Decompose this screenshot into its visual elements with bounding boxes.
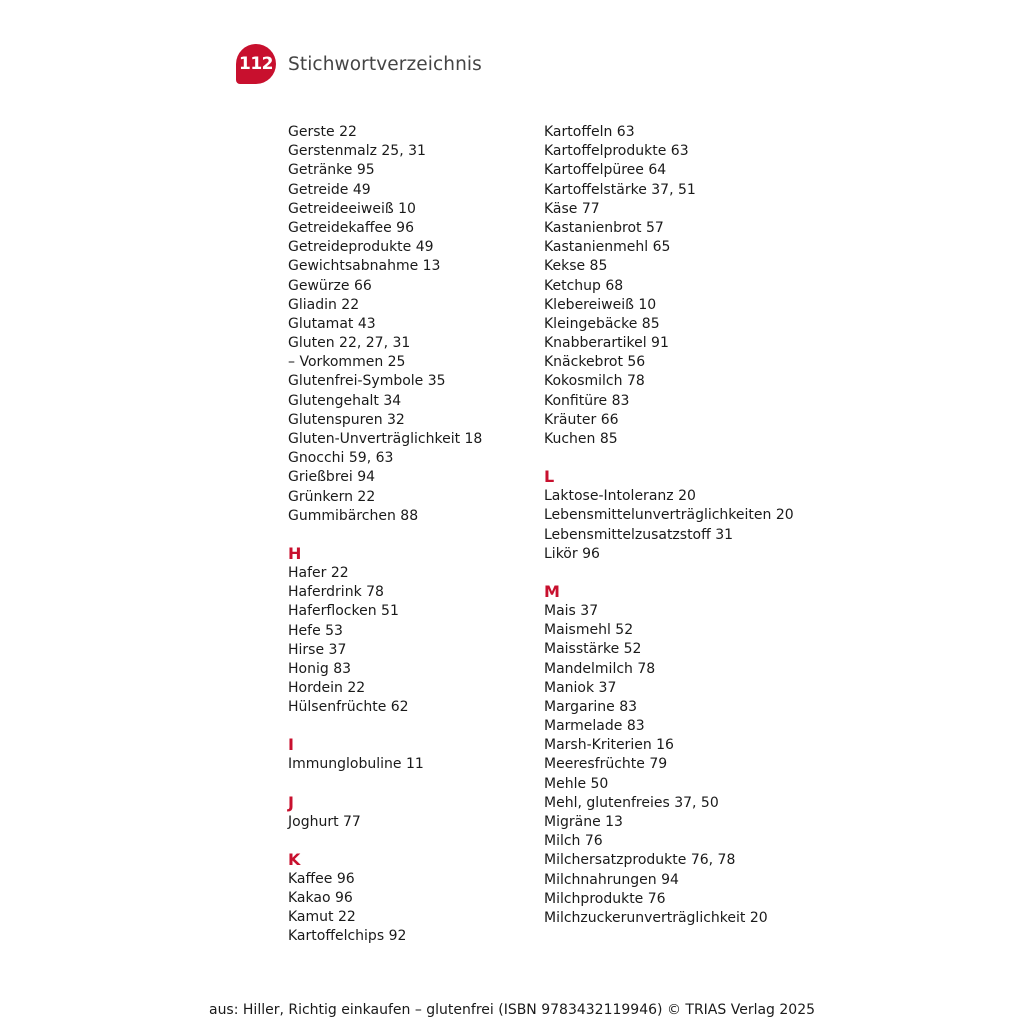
index-entry: Klebereiweiß 10 bbox=[544, 296, 657, 313]
index-entry: Joghurt 77 bbox=[288, 813, 361, 830]
index-entry: Gluten-Unverträglichkeit 18 bbox=[288, 431, 483, 447]
index-letter-h: H bbox=[288, 543, 302, 563]
index-entry: Honig 83 bbox=[288, 660, 352, 677]
index-entry: Gewichtsabnahme 13 bbox=[288, 258, 441, 275]
index-entry: Hefe 53 bbox=[288, 622, 343, 639]
index-entry: Getreideprodukte 49 bbox=[288, 239, 434, 256]
index-entry: Margarine 83 bbox=[544, 698, 638, 715]
index-entry: Haferdrink 78 bbox=[288, 584, 384, 601]
index-entry: Gewürze 66 bbox=[288, 277, 372, 294]
index-group-h bbox=[288, 564, 538, 718]
index-entry: Kokosmilch 78 bbox=[544, 373, 645, 390]
index-entry: Mandelmilch 78 bbox=[544, 660, 656, 677]
index-entry: Hafer 22 bbox=[288, 564, 349, 581]
index-entry: Kekse 85 bbox=[544, 258, 608, 275]
index-entry: Kartoffelchips 92 bbox=[288, 928, 407, 945]
index-letter-k: K bbox=[288, 849, 301, 869]
index-entry: Knäckebrot 56 bbox=[544, 354, 646, 371]
page-header bbox=[236, 44, 482, 84]
index-entry: Marmelade 83 bbox=[544, 718, 645, 735]
index-entry: Knabberartikel 91 bbox=[544, 335, 669, 352]
index-entry: Milchprodukte 76 bbox=[544, 890, 666, 907]
index-entry: Hordein 22 bbox=[288, 680, 366, 697]
index-entry: Getreidekaffee 96 bbox=[288, 219, 414, 236]
index-group-m bbox=[544, 602, 794, 928]
index-entry: Kleingebäcke 85 bbox=[544, 315, 660, 332]
index-entry: Konfitüre 83 bbox=[544, 392, 630, 409]
index-entry: Grießbrei 94 bbox=[288, 469, 376, 486]
index-entry: Maniok 37 bbox=[544, 679, 617, 696]
index-entry: – Vorkommen 25 bbox=[288, 354, 406, 371]
index-entry: Lebensmittelunverträglichkeiten 20 bbox=[544, 507, 794, 524]
index-entry: Gluten 22, 27, 31 bbox=[288, 335, 411, 352]
index-entry: Maismehl 52 bbox=[544, 622, 634, 639]
page-number-badge: 112 bbox=[236, 44, 276, 84]
index-entry: Gerste 22 bbox=[288, 124, 357, 140]
index-column-left bbox=[288, 123, 538, 947]
index-entry: Ketchup 68 bbox=[544, 277, 624, 294]
index-entry: Kamut 22 bbox=[288, 909, 356, 926]
index-entry: Mehle 50 bbox=[544, 775, 609, 792]
index-entry: Kräuter 66 bbox=[544, 411, 619, 428]
index-entry: Kastanienmehl 65 bbox=[544, 239, 671, 256]
index-entry: Milchersatzprodukte 76, 78 bbox=[544, 852, 736, 869]
index-letter-j: J bbox=[288, 792, 294, 812]
index-entry: Kuchen 85 bbox=[544, 431, 618, 447]
index-group-j bbox=[288, 813, 538, 832]
index-entry: Kakao 96 bbox=[288, 890, 353, 906]
index-entry: Laktose-Intoleranz 20 bbox=[544, 488, 696, 505]
index-entry: Glutenfrei-Symbole 35 bbox=[288, 373, 446, 390]
index-entry: Mais 37 bbox=[544, 602, 599, 619]
index-column-right bbox=[544, 123, 794, 928]
index-entry: Grünkern 22 bbox=[288, 488, 376, 505]
index-entry: Mehl, glutenfreies 37, 50 bbox=[544, 794, 719, 811]
index-entry: Getreide 49 bbox=[288, 181, 371, 198]
index-entry: Maisstärke 52 bbox=[544, 641, 642, 658]
index-group-k-cont bbox=[544, 123, 794, 449]
index-entry: Glutengehalt 34 bbox=[288, 392, 402, 409]
index-entry: Glutamat 43 bbox=[288, 315, 376, 332]
index-letter-m: M bbox=[544, 581, 560, 601]
index-entry: Gnocchi 59, 63 bbox=[288, 450, 394, 467]
index-entry: Immunglobuline 11 bbox=[288, 756, 424, 773]
index-entry: Glutenspuren 32 bbox=[288, 411, 405, 428]
index-letter-l: L bbox=[544, 467, 555, 487]
index-entry: Getreideeiweiß 10 bbox=[288, 200, 416, 217]
index-entry: Hülsenfrüchte 62 bbox=[288, 699, 409, 716]
index-entry: Milch 76 bbox=[544, 833, 603, 850]
index-entry: Kartoffeln 63 bbox=[544, 124, 635, 140]
index-entry: Kaffee 96 bbox=[288, 870, 355, 887]
index-entry: Gerstenmalz 25, 31 bbox=[288, 143, 426, 160]
index-entry: Kartoffelpüree 64 bbox=[544, 162, 667, 179]
index-entry: Marsh-Kriterien 16 bbox=[544, 737, 674, 754]
index-entry: Hirse 37 bbox=[288, 641, 347, 658]
index-entry: Kartoffelprodukte 63 bbox=[544, 143, 689, 160]
index-entry: Kastanienbrot 57 bbox=[544, 219, 664, 236]
page-title: Stichwortverzeichnis bbox=[288, 53, 482, 75]
index-entry: Kartoffelstärke 37, 51 bbox=[544, 181, 696, 198]
index-entry: Getränke 95 bbox=[288, 162, 375, 179]
index-group-g bbox=[288, 123, 538, 526]
index-entry: Milchnahrungen 94 bbox=[544, 871, 679, 888]
index-group-k bbox=[288, 870, 538, 947]
source-footer: aus: Hiller, Richtig einkaufen – glutenfrei (ISBN 9783432119946) © TRIAS Verlag 2025 bbox=[208, 1002, 816, 1018]
index-entry: Haferflocken 51 bbox=[288, 603, 399, 620]
index-entry: Meeresfrüchte 79 bbox=[544, 756, 668, 773]
index-entry: Lebensmittelzusatzstoff 31 bbox=[544, 526, 734, 543]
index-entry: Gummibärchen 88 bbox=[288, 507, 419, 524]
index-entry: Gliadin 22 bbox=[288, 296, 360, 313]
index-entry: Käse 77 bbox=[544, 200, 600, 217]
index-group-l bbox=[544, 487, 794, 564]
index-entry: Migräne 13 bbox=[544, 814, 623, 831]
index-entry: Likör 96 bbox=[544, 545, 600, 562]
index-entry: Milchzuckerunverträglichkeit 20 bbox=[544, 909, 768, 926]
index-group-i bbox=[288, 755, 538, 774]
index-letter-i: I bbox=[288, 735, 294, 755]
